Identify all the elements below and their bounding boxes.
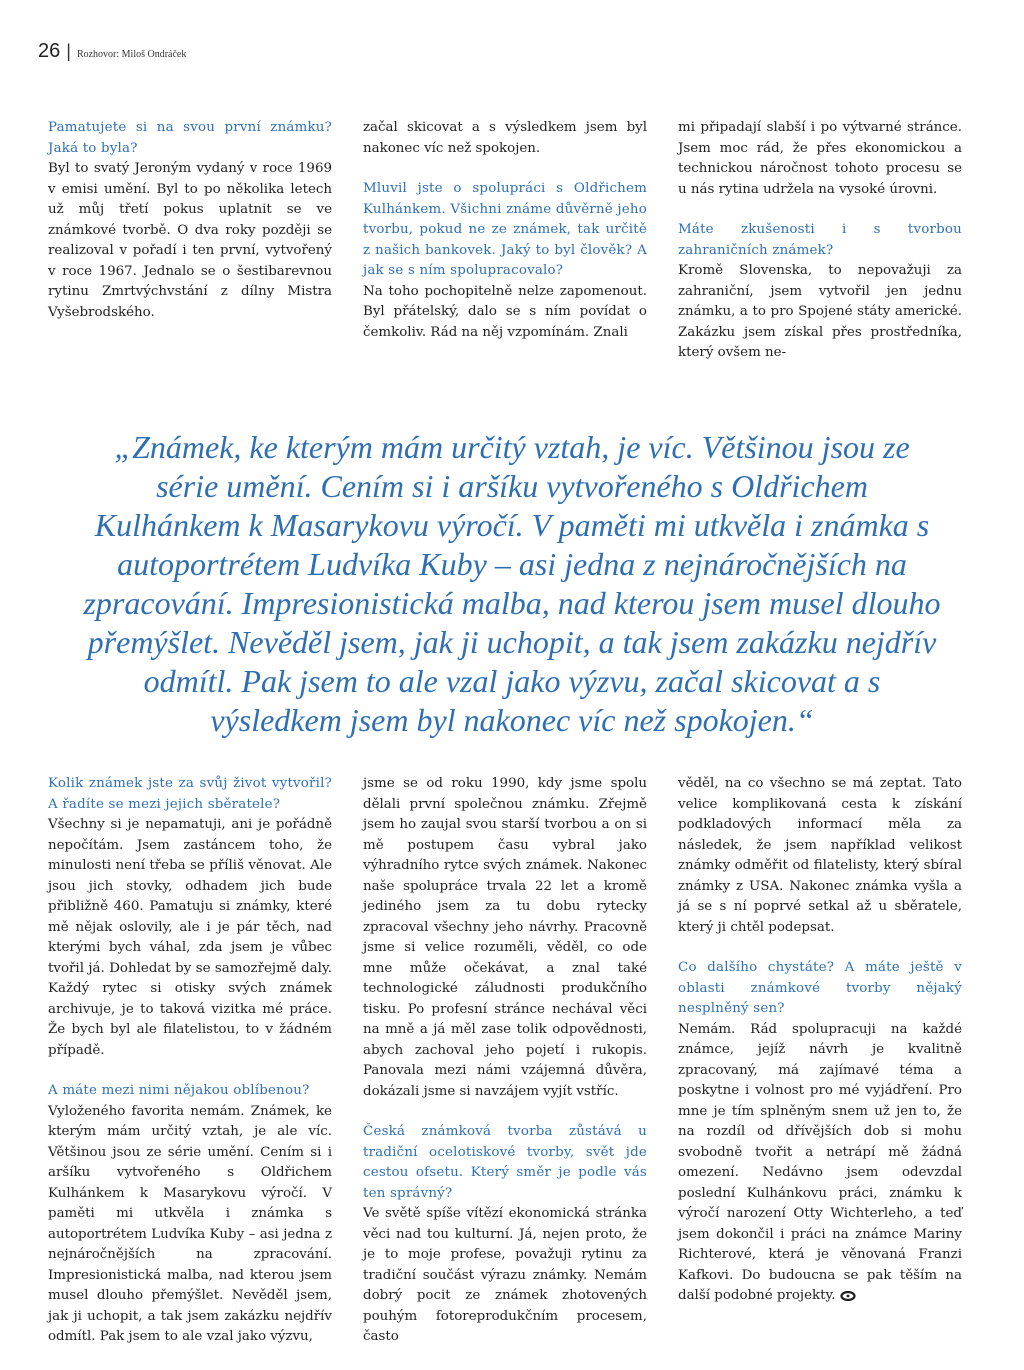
question-heading: Co dalšího chystáte? A máte ještě v oblasti známkové tvorby nějaký nesplněný sen? [678,960,962,1016]
answer-paragraph: Vyloženého favorita nemám. Známek, ke kterým mám určitý vztah, je ale víc. Většinou jsou ze série umění. Cením si i aršíku vytvořeného s Oldřichem Kulhánkem k Masarykovu výročí. V paměti mi utkvěla i známka s autoportrétem Ludvíka Kuby – asi jedna z nejnáročnějších na zpracování. Impresionistická malba, nad kterou jsem musel dlouho přemýšlet. Nevěděl jsem, jak ji uchopit, a tak jsem zakázku nejdřív odmítl. Pak jsem to ale vzal jako výzvu, [48,1103,332,1344]
question-heading: Kolik známek jste za svůj život vytvořil? A řadíte se mezi jejich sběratele? [48,776,332,812]
question-heading: Česká známková tvorba zůstává u tradiční ocelotiskové tvorby, svět jde cestou ofsetu. Který směr je podle vás ten správný? [363,1124,647,1201]
answer-paragraph: jsme se od roku 1990, kdy jsme spolu dělali první společnou známku. Zřejmě jsem ho zaujal svou starší tvorbou a on si mě postupem času vybral jako výhradního rytce svých známek. Nakonec naše spolupráce trvala 22 let a kromě jediného jsem za tu dobu rytecky zpracoval všechny jeho návrhy. Pracovně jsme si velice rozuměli, věděl, co ode mne může očekávat, a znal také technologické záludnosti produkčního tisku. Po profesní stránce nechával věci na mně a já měl zase tolik odpovědnosti, abych zachoval jeho pojetí i rukopis. Panovala mezi námi vzájemná důvěra, dokázali jsme si navzájem vyjít vstříc. [363,776,647,1099]
answer-paragraph: mi připadají slabší i po výtvarné stránce. Jsem moc rád, že přes ekonomickou a technickou náročnost tohoto procesu se u nás rytina udržela na vysoké úrovni. [678,120,962,197]
header-separator: | [66,41,71,61]
answer-paragraph: Byl to svatý Jeroným vydaný v roce 1969 v emisi umění. Byl to po několika letech už můj třetí pokus uplatnit se ve známkové tvorbě. O dva roky později se realizoval v pořadí i ten první, vytvořený v roce 1967. Jednalo se o šestibarevnou rytinu Zmrtvýchvstání z dílny Mistra Vyšebrodského. [48,161,332,320]
answer-paragraph: začal skicovat a s výsledkem jsem byl nakonec víc než spokojen. [363,120,647,156]
post-horn-icon [840,1291,856,1301]
answer-text: Nemám. Rád spolupracuji na každé známce, jejíž návrh je kvalitně zpracovaný, má zajímavé téma a poskytne i volnost pro mé vyjádření. Pro mne je tím splněným snem už jen to, že na rozdíl od dřívějších dob si mohu svobodně tvořit a netrápí mě žádná omezení. Nedávno jsem odevzdal poslední Kulhánkovu práci, známku k výročí narození Otty Wichterleho, a teď jsem dokončil i práci na známce Mariny Richterové, která je věnovaná Franzi Kafkovi. Do budoucna se pak těším na další podobné projekty. [678,1021,962,1303]
question-heading: A máte mezi nimi nějakou oblíbenou? [48,1083,310,1098]
bottom-column-2 [363,774,647,1348]
bottom-column-3 [678,774,962,1307]
page-header [38,40,186,63]
answer-paragraph: Ve světě spíše vítězí ekonomická stránka věci nad tou kulturní. Já, nejen proto, že je to moje profese, považuji rytinu za tradiční součást výrazu známky. Nemám dobrý pocit ze známek zhotovených pouhým fotoreprodukčním procesem, často [363,1206,647,1344]
page-number: 26 [38,40,61,62]
pull-quote: „Známek, ke kterým mám určitý vztah, je víc. Většinou jsou ze série umění. Cením si i aršíku vytvořeného s Oldřichem Kulhánkem k Masarykovu výročí. V paměti mi utkvěla i známka s autoportrétem Ludvíka Kuby – asi jedna z nejnáročnějších na zpracování. Impresionistická malba, nad kterou jsem musel dlouho přemýšlet. Nevěděl jsem, jak ji uchopit, a tak jsem zakázku nejdřív odmítl. Pak jsem to ale vzal jako výzvu, začal skicovat a s výsledkem jsem byl nakonec víc než spokojen.“ [83,429,941,738]
question-heading: Mluvil jste o spolupráci s Oldřichem Kulhánkem. Všichni známe důvěrně jeho tvorbu, pokud ne ze známek, tak určitě z našich bankovek. Jaký to byl člověk? A jak se s ním spolupracovalo? [363,181,647,278]
running-title: Rozhovor: Miloš Ondráček [76,49,187,60]
top-column-3 [678,118,962,364]
answer-paragraph: Na toho pochopitelně nelze zapomenout. Byl přátelský, dalo se s ním povídat o čemkoliv. Rád na něj vzpomínám. Znali [363,283,647,340]
answer-paragraph [678,1020,962,1307]
question-heading: Pamatujete si na svou první známku? Jaká to byla? [48,120,332,156]
answer-paragraph: věděl, na co všechno se má zeptat. Tato velice komplikovaná cesta k získání podkladových informací měla za následek, že jsem například velikost známky odměřit od filatelisty, který sbíral známky z USA. Nakonec známka vyšla a já se s ní poprvé setkal až u sběratele, který ji chtěl podepsat. [678,776,962,935]
bottom-column-1 [48,774,332,1348]
answer-paragraph: Kromě Slovenska, to nepovažuji za zahraniční, jsem vytvořil jen jednu známku, a to pro Spojené státy americké. Zakázku jsem získal přes prostředníka, který ovšem ne- [678,263,962,360]
top-column-1 [48,118,332,323]
answer-paragraph: Všechny si je nepamatuji, ani je pořádně nepočítám. Jsem zastáncem toho, že minulosti není třeba se příliš věnovat. Ale jsou jich stovky, odhadem jich bude přibližně 460. Pamatuju si známky, které mě nějak oslovily, ale i je pár těch, nad kterými bych váhal, zda jsem je vůbec tvořil já. Dohledat by se samozřejmě daly. Každý rytec si otisky svých známek archivuje, je to taková vizitka mé práce. Že bych byl ale filatelistou, to v žádném případě. [48,817,332,1058]
top-column-2 [363,118,647,343]
question-heading: Máte zkušenosti i s tvorbou zahraničních známek? [678,222,962,258]
